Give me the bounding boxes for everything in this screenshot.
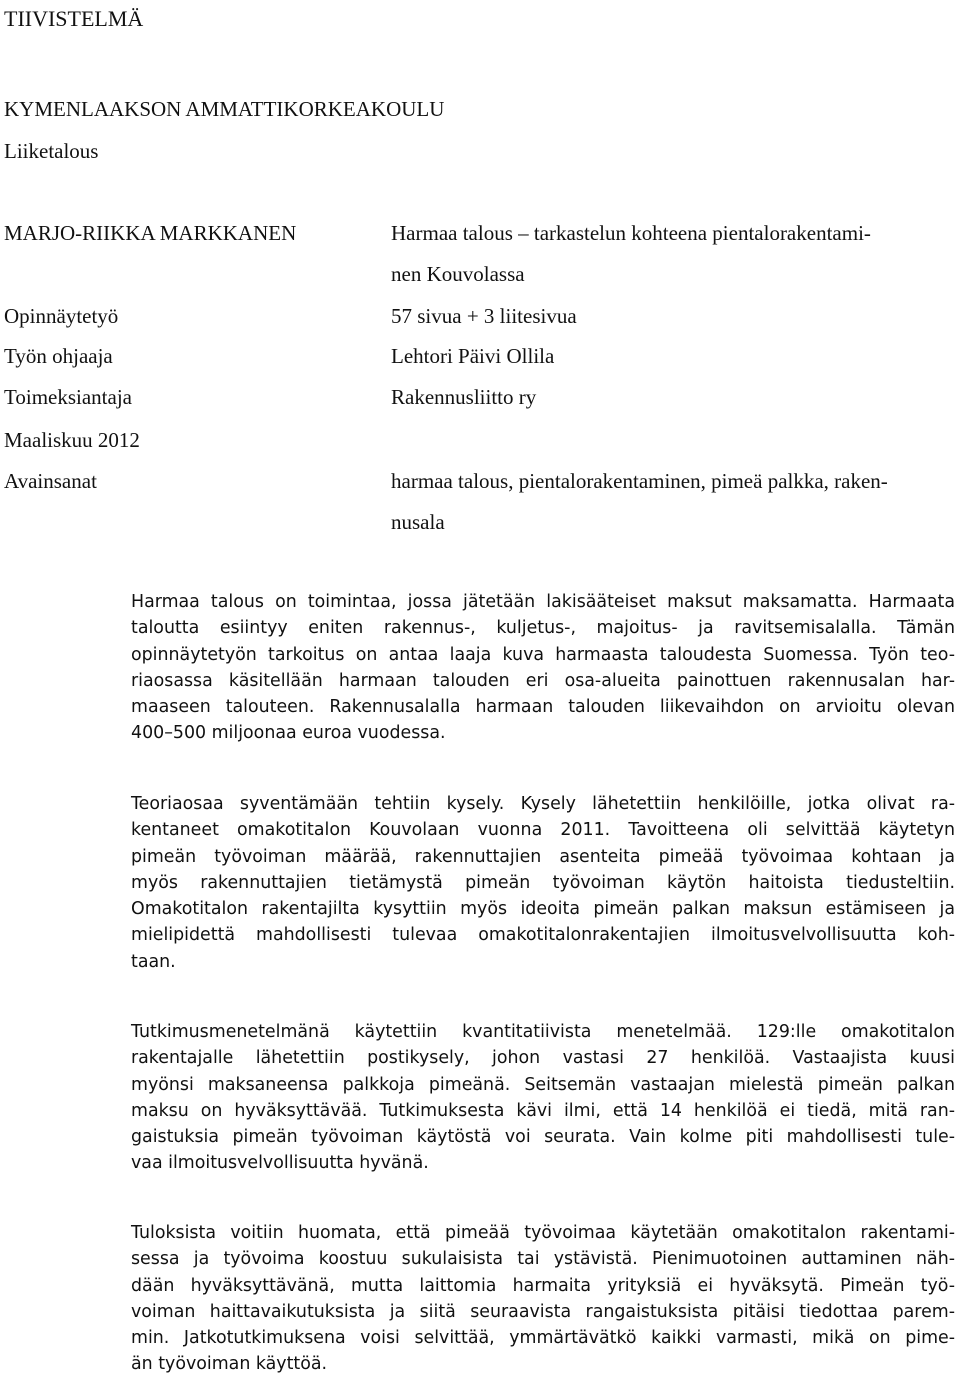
paragraph-line: gaistuksia pimeän työvoiman käytöstä voi seurata. Vain kolme piti mahdollisesti tule- — [131, 1127, 955, 1148]
paragraph-line: myös rakennuttajien tietämystä pimeän työvoiman käytön haitoista tiedusteltiin. — [131, 872, 955, 893]
institution-name: KYMENLAAKSON AMMATTIKORKEAKOULU — [4, 97, 445, 121]
paragraph-line: kentaneet omakotitalon Kouvolaan vuonna 2011. Tavoitteena oli selvittää käytetyn — [131, 820, 955, 841]
paragraph-line: Tutkimusmenetelmänä käytettiin kvantitatiivista menetelmää. 129:lle omakotitalon — [131, 1022, 955, 1042]
abstract-paragraph-1 — [131, 589, 955, 747]
date-value: Maaliskuu 2012 — [4, 428, 140, 452]
paragraph-line: opinnäytetyön tarkoitus on antaa laaja kuva harmaasta taloudesta Suomessa. Työn teo- — [131, 644, 955, 665]
paragraph-line: Omakotitalon rakentajilta kysyttiin myös ideoita pimeän palkan maksun estämiseen ja — [131, 899, 955, 920]
paragraph-line: taan. — [131, 951, 176, 972]
paragraph-line: myönsi maksaneensa palkkoja pimeänä. Seitsemän vastaajan mielestä pimeän palkan — [131, 1074, 955, 1095]
supervisor-label: Työn ohjaaja — [4, 344, 113, 368]
department-name: Liiketalous — [4, 139, 99, 163]
paragraph-line: Tuloksista voitiin huomata, että pimeää työvoimaa käytetään omakotitalon rakentami- — [131, 1223, 955, 1243]
paragraph-line: än työvoiman käyttöä. — [131, 1354, 328, 1375]
paragraph-line: min. Jatkotutkimuksena voisi selvittää, ymmärtävätkö kaikki varmasti, mikä on pime- — [131, 1328, 955, 1349]
paragraph-line: taloutta esiintyy eniten rakennus-, kuljetus-, majoitus- ja ravitsemisalalla. Tämän — [131, 618, 955, 639]
commissioner-value: Rakennusliitto ry — [391, 385, 537, 409]
author-name: MARJO-RIIKKA MARKKANEN — [4, 221, 297, 245]
thesis-title-line-2: nen Kouvolassa — [391, 262, 525, 286]
paragraph-line: rakentajalle lähetettiin postikysely, johon vastasi 27 henkilöä. Vastaajista kuusi — [131, 1048, 955, 1069]
keywords-line-2: nusala — [391, 510, 445, 534]
paragraph-line: maksu on hyväksyttävää. Tutkimuksesta kävi ilmi, että 14 henkilöä ei tiedä, mitä ran- — [131, 1100, 955, 1121]
paragraph-line: pimeän työvoiman määrää, rakennuttajien asenteita pimeää työvoimaa kohtaan ja — [131, 846, 955, 867]
abstract-paragraph-2 — [131, 791, 955, 975]
keywords-label: Avainsanat — [4, 469, 97, 493]
paragraph-line: sessa ja työvoima koostuu sukulaisista tai ystävistä. Pienimuotoinen auttaminen näh- — [131, 1249, 955, 1270]
paragraph-line: dään hyväksyttävänä, mutta laittomia harmaita yrityksiä ei hyväksytä. Pimeän työ- — [131, 1275, 955, 1296]
thesis-label: Opinnäytetyö — [4, 304, 119, 328]
page-title: TIIVISTELMÄ — [4, 6, 144, 31]
supervisor-value: Lehtori Päivi Ollila — [391, 344, 555, 368]
paragraph-line: riaosassa käsitellään harmaan talouden eri osa-alueita painottuen rakennusalan har- — [131, 670, 955, 691]
paragraph-line: Harmaa talous on toimintaa, jossa jätetään lakisääteiset maksut maksamatta. Harmaata — [131, 592, 955, 612]
paragraph-line: maaseen talouteen. Rakennusalalla harmaan talouden liikevaihdon on arvioitu olevan — [131, 697, 955, 718]
thesis-title-line-1: Harmaa talous – tarkastelun kohteena pientalorakentami- — [391, 221, 871, 245]
abstract-paragraph-4 — [131, 1220, 955, 1378]
commissioner-label: Toimeksiantaja — [4, 385, 132, 409]
abstract-paragraph-3 — [131, 1019, 955, 1177]
paragraph-line: vaa ilmoitusvelvollisuutta hyvänä. — [131, 1153, 429, 1174]
paragraph-line: voiman haittavaikutuksista ja siitä seuraavista rangaistuksista pitäisi tiedottaa parem- — [131, 1301, 955, 1322]
thesis-pages-value: 57 sivua + 3 liitesivua — [391, 304, 577, 328]
paragraph-line: Teoriaosaa syventämään tehtiin kysely. Kysely lähetettiin henkilöille, jotka olivat ra- — [131, 794, 955, 814]
paragraph-line: mielipidettä mahdollisesti tulevaa omakotitalonrakentajien ilmoitusvelvollisuutta koh- — [131, 925, 955, 946]
paragraph-line: 400–500 miljoonaa euroa vuodessa. — [131, 723, 446, 744]
keywords-line-1: harmaa talous, pientalorakentaminen, pimeä palkka, raken- — [391, 469, 888, 493]
